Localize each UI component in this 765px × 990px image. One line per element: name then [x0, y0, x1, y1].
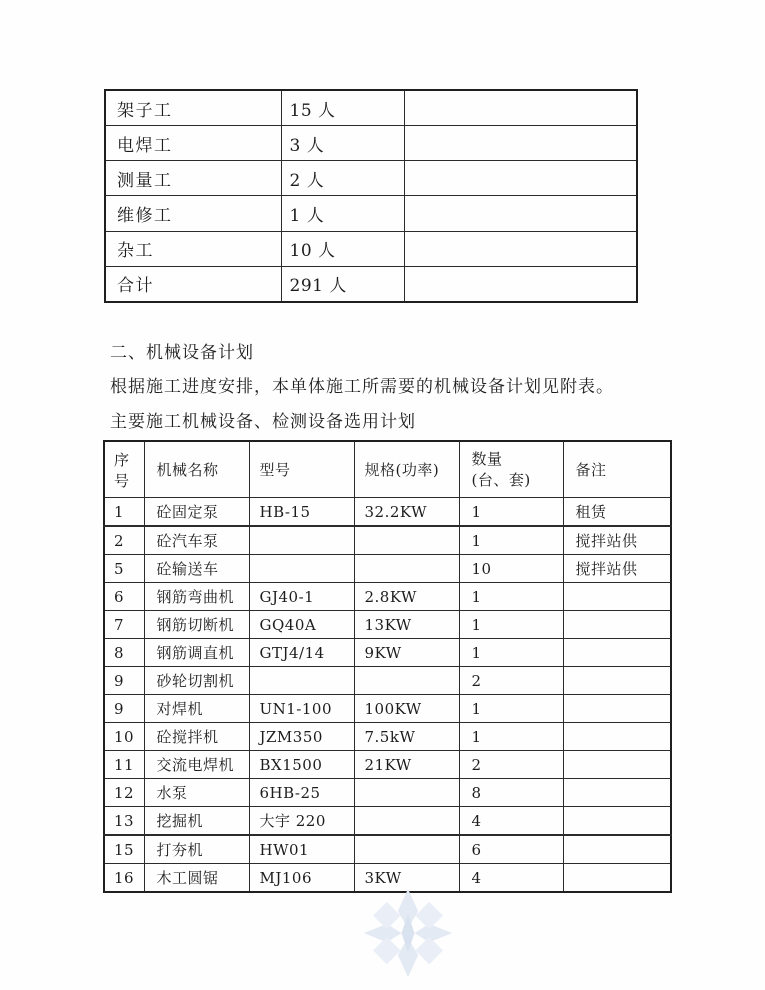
cell-model: GJ40-1 — [249, 583, 354, 611]
machinery-table — [103, 440, 672, 893]
cell-remark — [563, 779, 671, 807]
table-row — [104, 583, 671, 611]
cell-spec — [354, 779, 459, 807]
worker-count-cell: 1 人 — [281, 196, 404, 231]
cell-remark — [563, 751, 671, 779]
cell-qty: 2 — [459, 751, 563, 779]
cell-qty: 1 — [459, 723, 563, 751]
section-paragraph: 根据施工进度安排，本单体施工所需要的机械设备计划见附表。 — [110, 377, 614, 397]
cell-model — [249, 526, 354, 555]
section-subheading: 主要施工机械设备、检测设备选用计划 — [110, 412, 416, 432]
cell-remark — [563, 667, 671, 695]
table-row — [104, 835, 671, 864]
total-label-cell: 合计 — [105, 266, 281, 302]
watermark-flower-icon — [352, 888, 464, 980]
cell-name: 打夯机 — [144, 835, 249, 864]
worker-type-cell: 杂工 — [105, 231, 281, 266]
header-remark: 备注 — [563, 441, 671, 498]
cell-spec: 9KW — [354, 639, 459, 667]
cell-no: 16 — [104, 864, 144, 893]
cell-qty: 10 — [459, 555, 563, 583]
empty-cell — [404, 231, 637, 266]
empty-cell — [404, 196, 637, 231]
cell-model: UN1-100 — [249, 695, 354, 723]
cell-model: MJ106 — [249, 864, 354, 893]
cell-model: HW01 — [249, 835, 354, 864]
worker-type-cell: 维修工 — [105, 196, 281, 231]
cell-remark — [563, 835, 671, 864]
cell-spec: 2.8KW — [354, 583, 459, 611]
header-spec: 规格(功率) — [354, 441, 459, 498]
table-row — [104, 695, 671, 723]
cell-spec — [354, 526, 459, 555]
cell-no: 2 — [104, 526, 144, 555]
cell-name: 挖掘机 — [144, 807, 249, 836]
table-row — [105, 161, 637, 196]
empty-cell — [404, 90, 637, 126]
cell-spec: 7.5kW — [354, 723, 459, 751]
cell-model — [249, 555, 354, 583]
header-name: 机械名称 — [144, 441, 249, 498]
cell-spec: 21KW — [354, 751, 459, 779]
cell-name: 砼输送车 — [144, 555, 249, 583]
cell-no: 1 — [104, 498, 144, 527]
header-qty-line1: 数量 — [471, 449, 503, 468]
cell-model: JZM350 — [249, 723, 354, 751]
cell-name: 砂轮切割机 — [144, 667, 249, 695]
cell-qty: 1 — [459, 583, 563, 611]
cell-spec: 32.2KW — [354, 498, 459, 527]
worker-type-cell: 电焊工 — [105, 126, 281, 161]
cell-remark — [563, 695, 671, 723]
table-row — [105, 90, 637, 126]
cell-spec: 3KW — [354, 864, 459, 893]
header-model: 型号 — [249, 441, 354, 498]
worker-type-cell: 测量工 — [105, 161, 281, 196]
cell-name: 砼搅拌机 — [144, 723, 249, 751]
cell-spec: 100KW — [354, 695, 459, 723]
empty-cell — [404, 126, 637, 161]
cell-name: 砼固定泵 — [144, 498, 249, 527]
section-heading: 二、机械设备计划 — [110, 343, 254, 363]
cell-qty: 1 — [459, 611, 563, 639]
total-count-cell: 291 人 — [281, 266, 404, 302]
cell-name: 砼汽车泵 — [144, 526, 249, 555]
worker-count-cell: 2 人 — [281, 161, 404, 196]
cell-spec — [354, 555, 459, 583]
worker-count-cell: 3 人 — [281, 126, 404, 161]
cell-model: GTJ4/14 — [249, 639, 354, 667]
cell-qty: 2 — [459, 667, 563, 695]
cell-name: 钢筋调直机 — [144, 639, 249, 667]
table-row — [104, 639, 671, 667]
worker-type-cell: 架子工 — [105, 90, 281, 126]
empty-cell — [404, 161, 637, 196]
table-row — [104, 667, 671, 695]
cell-name: 水泵 — [144, 779, 249, 807]
cell-model: HB-15 — [249, 498, 354, 527]
cell-remark — [563, 639, 671, 667]
cell-model: 6HB-25 — [249, 779, 354, 807]
cell-qty: 8 — [459, 779, 563, 807]
cell-model — [249, 667, 354, 695]
cell-no: 7 — [104, 611, 144, 639]
cell-model: BX1500 — [249, 751, 354, 779]
table-row — [105, 231, 637, 266]
table-header-row — [104, 441, 671, 498]
cell-remark — [563, 723, 671, 751]
cell-name: 钢筋弯曲机 — [144, 583, 249, 611]
table-row — [104, 526, 671, 555]
table-row — [104, 723, 671, 751]
cell-remark — [563, 864, 671, 893]
worker-count-cell: 10 人 — [281, 231, 404, 266]
cell-qty: 1 — [459, 695, 563, 723]
cell-spec — [354, 667, 459, 695]
worker-count-cell: 15 人 — [281, 90, 404, 126]
cell-no: 5 — [104, 555, 144, 583]
cell-remark: 搅拌站供 — [563, 555, 671, 583]
personnel-table — [104, 89, 638, 303]
cell-no: 9 — [104, 667, 144, 695]
table-row — [104, 807, 671, 836]
cell-qty: 1 — [459, 498, 563, 527]
cell-no: 9 — [104, 695, 144, 723]
cell-no: 15 — [104, 835, 144, 864]
cell-no: 11 — [104, 751, 144, 779]
table-row — [104, 611, 671, 639]
table-row-total — [105, 266, 637, 302]
header-qty — [459, 441, 563, 498]
cell-name: 钢筋切断机 — [144, 611, 249, 639]
table-row — [105, 126, 637, 161]
cell-qty: 1 — [459, 526, 563, 555]
header-qty-line2: (台、套) — [471, 470, 531, 489]
table-row — [104, 498, 671, 527]
cell-qty: 6 — [459, 835, 563, 864]
table-row — [105, 196, 637, 231]
cell-qty: 1 — [459, 639, 563, 667]
cell-qty: 4 — [459, 807, 563, 836]
cell-no: 8 — [104, 639, 144, 667]
cell-qty: 4 — [459, 864, 563, 893]
cell-spec — [354, 835, 459, 864]
cell-no: 10 — [104, 723, 144, 751]
cell-name: 对焊机 — [144, 695, 249, 723]
empty-cell — [404, 266, 637, 302]
cell-remark: 搅拌站供 — [563, 526, 671, 555]
cell-no: 12 — [104, 779, 144, 807]
cell-remark — [563, 807, 671, 836]
cell-no: 13 — [104, 807, 144, 836]
cell-model: GQ40A — [249, 611, 354, 639]
table-row — [104, 779, 671, 807]
cell-name: 交流电焊机 — [144, 751, 249, 779]
table-row — [104, 751, 671, 779]
cell-model: 大宇 220 — [249, 807, 354, 836]
header-no: 序号 — [104, 441, 144, 498]
cell-remark: 租赁 — [563, 498, 671, 527]
cell-no: 6 — [104, 583, 144, 611]
cell-spec — [354, 807, 459, 836]
cell-remark — [563, 611, 671, 639]
cell-spec: 13KW — [354, 611, 459, 639]
table-row — [104, 555, 671, 583]
cell-name: 木工圆锯 — [144, 864, 249, 893]
cell-remark — [563, 583, 671, 611]
